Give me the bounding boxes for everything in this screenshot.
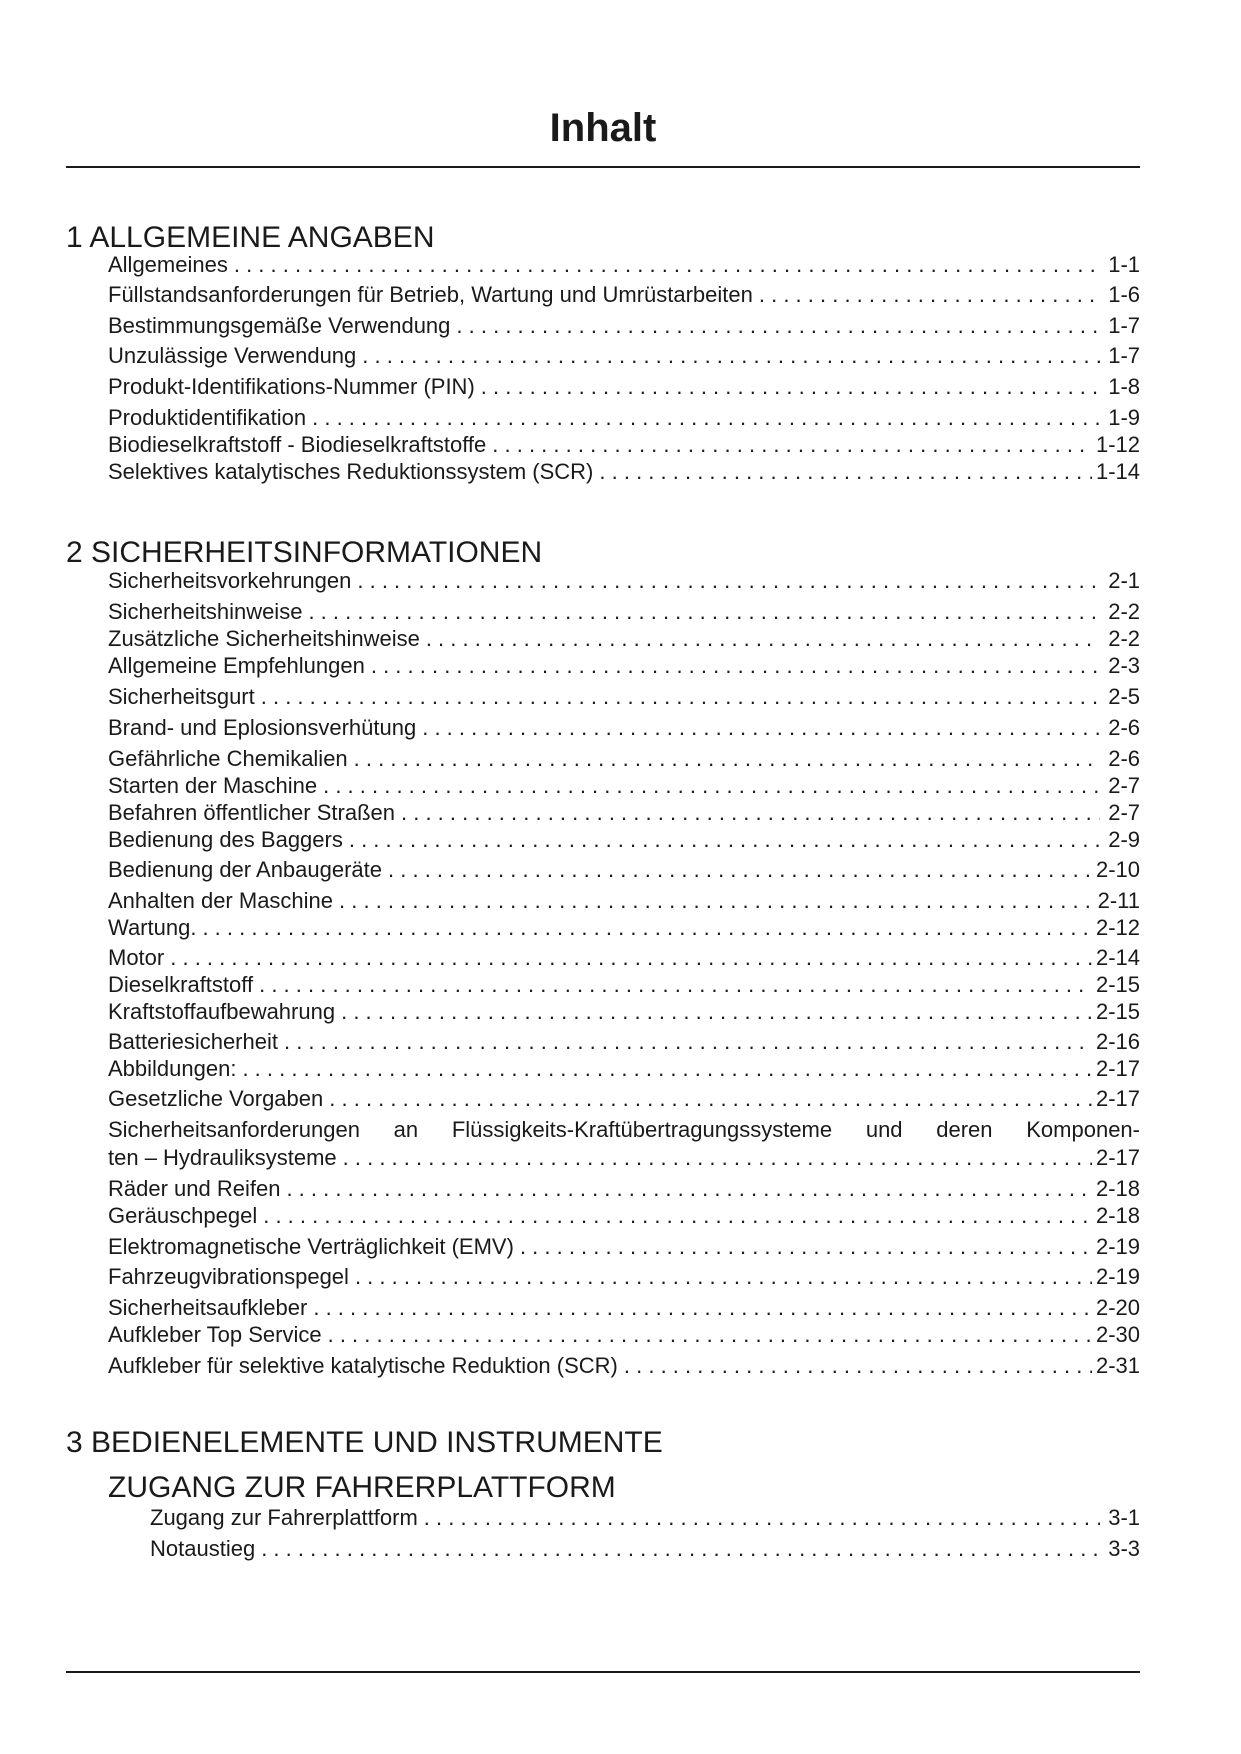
toc-entry-page: 2-31 <box>1095 1353 1140 1378</box>
toc-entry-label: Elektromagnetische Verträglichkeit (EMV) <box>108 1234 514 1259</box>
toc-entry-page: 2-18 <box>1095 1176 1140 1201</box>
toc-entry-label: Allgemeine Empfehlungen <box>108 653 365 678</box>
toc-entry-page: 2-10 <box>1095 857 1140 882</box>
toc-entry[interactable] <box>108 1203 1140 1229</box>
toc-entry-label: Sicherheitsvorkehrungen <box>108 568 352 593</box>
dot-leader <box>357 568 1100 594</box>
toc-entry-page: 3-3 <box>1108 1536 1140 1561</box>
dot-leader <box>349 827 1100 853</box>
toc-entry-label: Wartung. <box>108 915 197 940</box>
toc-entry-page: 2-2 <box>1108 599 1140 624</box>
dot-leader <box>170 945 1092 971</box>
dot-leader <box>313 1295 1092 1321</box>
toc-entry[interactable] <box>108 1056 1140 1082</box>
toc-entry-label: Kraftstoffaufbewahrung <box>108 999 336 1024</box>
toc-entry[interactable] <box>108 374 1140 400</box>
footer-rule <box>66 1671 1140 1673</box>
toc-entry-page: 2-17 <box>1095 1056 1140 1081</box>
toc-entry[interactable] <box>108 1353 1140 1379</box>
toc-entry-page: 2-16 <box>1095 1029 1140 1054</box>
toc-entry[interactable] <box>108 343 1140 369</box>
toc-entry[interactable] <box>108 684 1140 710</box>
dot-leader <box>343 1145 1092 1171</box>
toc-entry[interactable] <box>108 1295 1140 1321</box>
dot-leader <box>261 684 1100 710</box>
dot-leader <box>323 773 1100 799</box>
dot-leader <box>426 626 1100 652</box>
toc-entry-label: Füllstandsanforderungen für Betrieb, Wartung und Umrüstarbeiten <box>108 282 753 307</box>
toc-entry-page: 2-17 <box>1095 1086 1140 1111</box>
toc-entry-label: Zusätzliche Sicherheitshinweise <box>108 626 420 651</box>
dot-leader <box>492 432 1092 458</box>
toc-entry-label: Aufkleber Top Service <box>108 1322 322 1347</box>
toc-entry[interactable] <box>108 405 1140 431</box>
dot-leader <box>202 915 1092 941</box>
toc-entry-page: 2-14 <box>1095 945 1140 970</box>
dot-leader <box>520 1234 1092 1260</box>
toc-entry-label: Sicherheitsgurt <box>108 684 255 709</box>
toc-entry-label: Notaustieg <box>150 1536 256 1561</box>
dot-leader <box>355 1264 1092 1290</box>
dot-leader <box>759 282 1100 308</box>
toc-entry-label: Bestimmungsgemäße Verwendung <box>108 313 451 338</box>
dot-leader <box>308 599 1100 625</box>
chapter-3-heading[interactable]: 3 BEDIENELEMENTE UND INSTRUMENTE <box>66 1426 663 1459</box>
toc-entry[interactable] <box>108 653 1140 679</box>
toc-entry-page: 2-3 <box>1108 653 1140 678</box>
toc-entry-page: 2-6 <box>1108 715 1140 740</box>
toc-entry-label: Sicherheitsaufkleber <box>108 1295 308 1320</box>
chapter-3-subheading[interactable]: ZUGANG ZUR FAHRERPLATTFORM <box>108 1471 616 1504</box>
dot-leader <box>362 343 1100 369</box>
toc-entry-page: 3-1 <box>1108 1505 1140 1530</box>
toc-entry-page: 2-7 <box>1108 773 1140 798</box>
toc-entry[interactable] <box>108 773 1140 799</box>
toc-entry-label: Räder und Reifen <box>108 1176 281 1201</box>
toc-entry-page: 1-6 <box>1108 282 1140 307</box>
toc-entry-label: Anhalten der Maschine <box>108 888 334 913</box>
toc-entry[interactable] <box>108 626 1140 652</box>
dot-leader <box>401 800 1100 826</box>
toc-entry[interactable] <box>108 1176 1140 1202</box>
dot-leader <box>341 999 1092 1025</box>
toc-entry-label: Allgemeines <box>108 252 228 277</box>
toc-entry-page: 2-7 <box>1108 800 1140 825</box>
toc-entry-label: Zugang zur Fahrerplattform <box>150 1505 418 1530</box>
dot-leader <box>624 1353 1092 1379</box>
toc-entry-page: 1-14 <box>1095 459 1140 484</box>
toc-entry[interactable] <box>108 746 1140 772</box>
toc-entry[interactable] <box>108 1029 1140 1055</box>
toc-entry[interactable] <box>150 1505 1140 1531</box>
toc-entry-label: Abbildungen: <box>108 1056 237 1081</box>
toc-entry[interactable] <box>108 827 1140 853</box>
toc-entry-page: 1-8 <box>1108 374 1140 399</box>
toc-entry[interactable] <box>108 599 1140 625</box>
toc-entry[interactable] <box>108 1145 1140 1171</box>
toc-entry[interactable] <box>108 282 1140 308</box>
dot-leader <box>354 746 1100 772</box>
toc-entry-page: 2-19 <box>1095 1264 1140 1289</box>
toc-entry-label: Selektives katalytisches Reduktionssystem (SCR) <box>108 459 594 484</box>
dot-leader <box>328 1322 1092 1348</box>
toc-entry-page: 2-11 <box>1097 888 1140 913</box>
dot-leader <box>456 313 1100 339</box>
toc-entry-label: Bedienung der Anbaugeräte <box>108 857 383 882</box>
toc-entry[interactable] <box>108 915 1140 941</box>
toc-entry[interactable] <box>108 715 1140 741</box>
toc-entry-label: Befahren öffentlicher Straßen <box>108 800 395 825</box>
toc-entry[interactable] <box>108 888 1140 914</box>
toc-entry[interactable] <box>108 313 1140 339</box>
dot-leader <box>286 1176 1092 1202</box>
toc-entry[interactable] <box>108 568 1140 594</box>
toc-entry[interactable] <box>108 945 1140 971</box>
toc-entry-label: Dieselkraftstoff <box>108 972 254 997</box>
toc-entry-label: Starten der Maschine <box>108 773 318 798</box>
toc-entry-page: 2-1 <box>1108 568 1140 593</box>
toc-entry-label: Geräuschpegel <box>108 1203 258 1228</box>
dot-leader <box>388 857 1092 883</box>
dot-leader <box>481 374 1100 400</box>
toc-entry-label: ten – Hydrauliksysteme <box>108 1145 337 1170</box>
toc-entry-page: 2-19 <box>1095 1234 1140 1259</box>
toc-entry[interactable] <box>108 1322 1140 1348</box>
dot-leader <box>242 1056 1092 1082</box>
toc-entry[interactable] <box>108 999 1140 1025</box>
dot-leader <box>263 1203 1092 1229</box>
toc-entry[interactable] <box>108 800 1140 826</box>
chapter-1-heading[interactable]: 1 ALLGEMEINE ANGABEN <box>66 221 435 254</box>
chapter-2-heading[interactable]: 2 SICHERHEITSINFORMATIONEN <box>66 536 543 569</box>
toc-entry[interactable] <box>108 972 1140 998</box>
toc-entry-label: Bedienung des Baggers <box>108 827 343 852</box>
toc-entry-label: Produkt-Identifikations-Nummer (PIN) <box>108 374 475 399</box>
toc-entry-page: 2-15 <box>1095 972 1140 997</box>
toc-entry-label: Motor <box>108 945 165 970</box>
toc-entry-label: Gefährliche Chemikalien <box>108 746 348 771</box>
table-of-contents <box>66 0 1140 1754</box>
dot-leader <box>422 715 1100 741</box>
dot-leader <box>261 1536 1100 1562</box>
toc-entry-page: 2-12 <box>1095 915 1140 940</box>
toc-entry-page: 2-6 <box>1108 746 1140 771</box>
toc-entry-page: 1-12 <box>1095 432 1140 457</box>
dot-leader <box>329 1086 1092 1112</box>
toc-entry-page: 2-30 <box>1095 1322 1140 1347</box>
toc-entry[interactable] <box>108 1264 1140 1290</box>
toc-entry-label: Gesetzliche Vorgaben <box>108 1086 324 1111</box>
toc-entry-page: 1-9 <box>1108 405 1140 430</box>
toc-entry-page: 2-9 <box>1108 827 1140 852</box>
toc-entry[interactable] <box>108 432 1140 458</box>
toc-entry-label: Biodieselkraftstoff - Biodieselkraftstoffe <box>108 432 487 457</box>
toc-entry-page: 1-1 <box>1108 252 1140 277</box>
dot-leader <box>284 1029 1092 1055</box>
toc-entry[interactable] <box>108 252 1140 278</box>
toc-entry-label-line1[interactable]: Sicherheitsanforderungen an Flüssigkeits-Kraftübertragungssysteme und deren Komponen- <box>108 1117 1140 1142</box>
toc-entry[interactable] <box>108 1234 1140 1260</box>
toc-entry[interactable] <box>108 459 1140 485</box>
toc-entry-page: 1-7 <box>1108 313 1140 338</box>
dot-leader <box>599 459 1092 485</box>
page-title: Inhalt <box>549 106 657 150</box>
dot-leader <box>312 405 1100 431</box>
dot-leader <box>424 1505 1100 1531</box>
dot-leader <box>339 888 1094 914</box>
dot-leader <box>371 653 1100 679</box>
toc-entry-page: 1-7 <box>1108 343 1140 368</box>
toc-entry-page: 2-5 <box>1108 684 1140 709</box>
dot-leader <box>259 972 1092 998</box>
toc-entry[interactable] <box>108 857 1140 883</box>
toc-entry[interactable] <box>108 1086 1140 1112</box>
toc-entry-label: Sicherheitshinweise <box>108 599 303 624</box>
toc-entry-page: 2-17 <box>1095 1145 1140 1170</box>
toc-entry-label: Produktidentifikation <box>108 405 307 430</box>
toc-entry-label: Batteriesicherheit <box>108 1029 278 1054</box>
toc-entry-page: 2-20 <box>1095 1295 1140 1320</box>
toc-entry-label: Fahrzeugvibrationspegel <box>108 1264 349 1289</box>
toc-entry-label: Brand- und Eplosionsverhütung <box>108 715 417 740</box>
toc-entry-page: 2-15 <box>1095 999 1140 1024</box>
toc-entry-label: Aufkleber für selektive katalytische Reduktion (SCR) <box>108 1353 618 1378</box>
toc-entry-page: 2-2 <box>1108 626 1140 651</box>
toc-entry[interactable] <box>150 1536 1140 1562</box>
toc-entry-label: Unzulässige Verwendung <box>108 343 357 368</box>
toc-entry-page: 2-18 <box>1095 1203 1140 1228</box>
dot-leader <box>234 252 1100 278</box>
